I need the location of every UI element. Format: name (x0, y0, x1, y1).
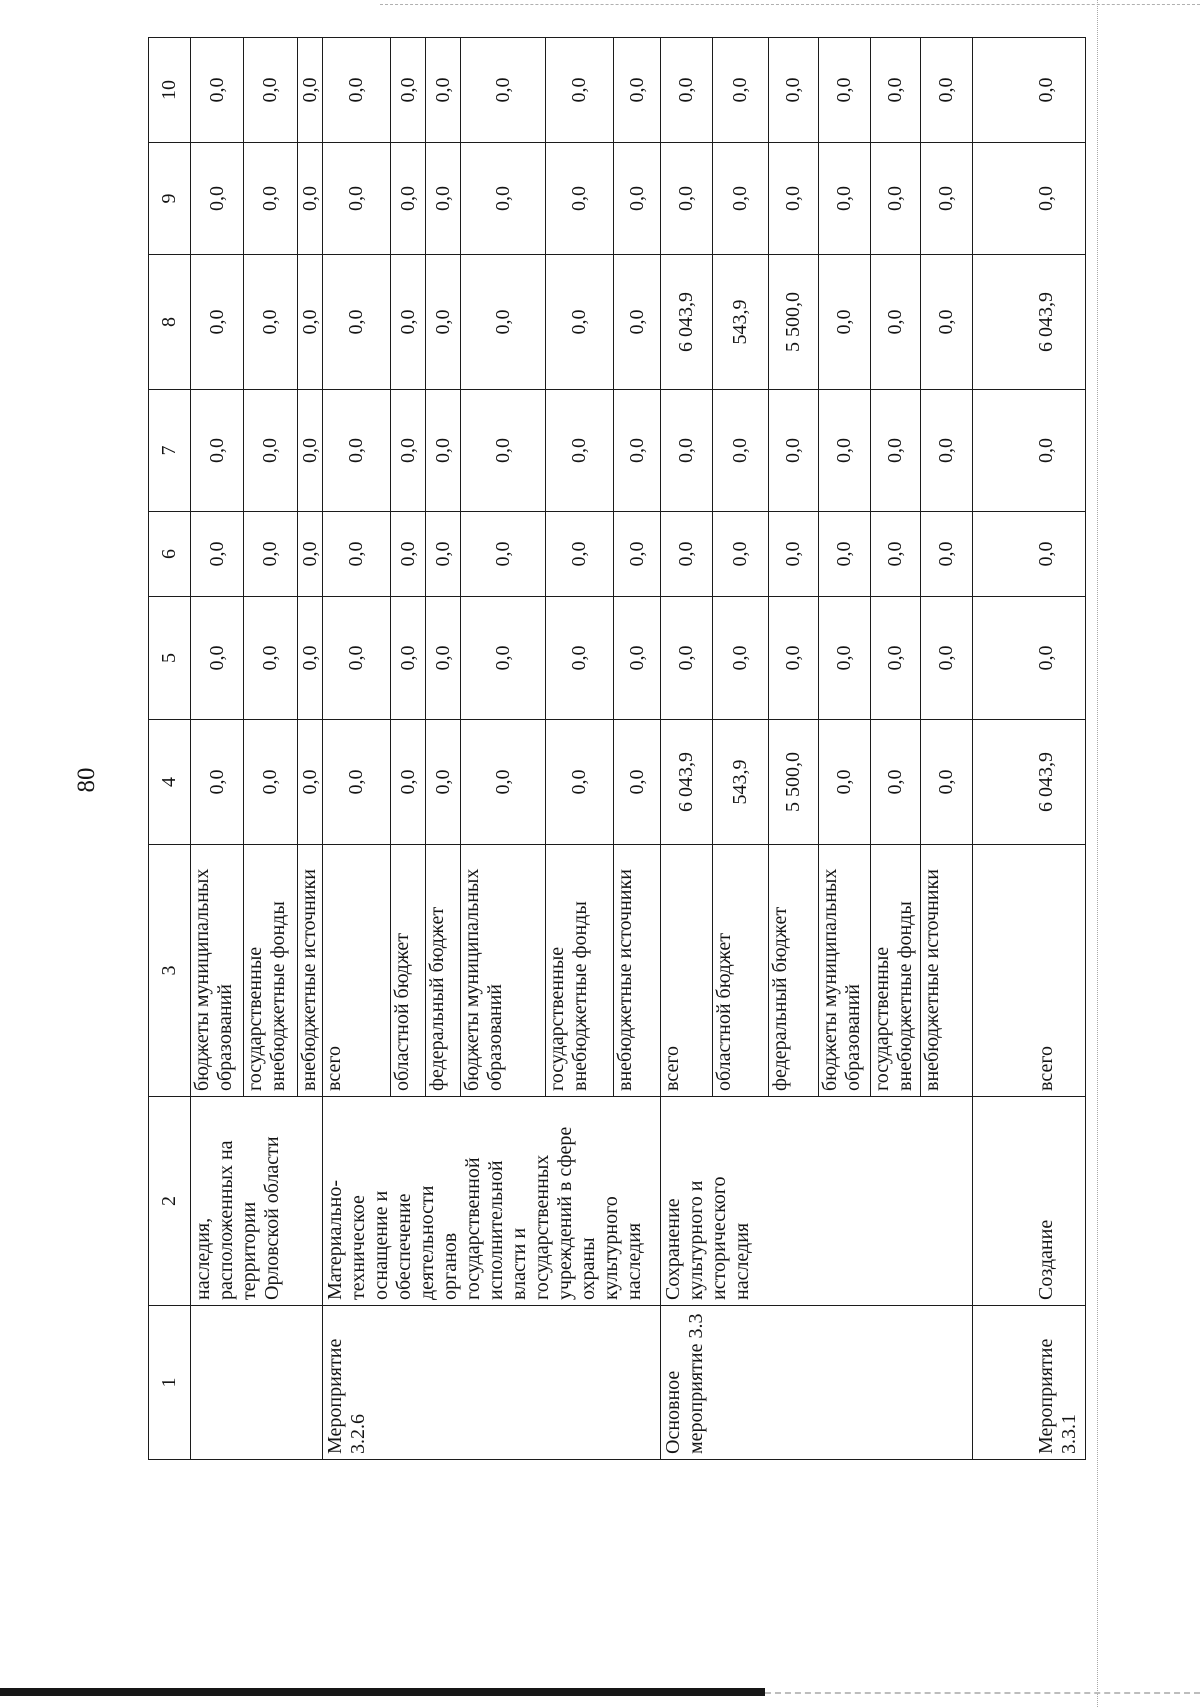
value-cell: 0,0 (871, 143, 921, 255)
value-cell: 0,0 (871, 512, 921, 597)
funding-source-cell: внебюджетные источники (921, 845, 973, 1097)
value-cell: 0,0 (819, 38, 871, 143)
value-cell: 0,0 (391, 597, 426, 720)
value-cell: 0,0 (244, 143, 298, 255)
funding-source-cell: бюджеты муниципальных образований (191, 845, 244, 1097)
value-cell: 0,0 (298, 143, 323, 255)
value-cell: 0,0 (298, 390, 323, 512)
value-cell: 0,0 (973, 390, 1086, 512)
value-cell: 0,0 (819, 597, 871, 720)
value-cell: 0,0 (713, 390, 769, 512)
funding-source-cell: бюджеты муниципальных образований (461, 845, 546, 1097)
funding-source-cell: государственные внебюджетные фонды (244, 845, 298, 1097)
value-cell: 0,0 (461, 390, 546, 512)
funding-source-cell: государственные внебюджетные фонды (871, 845, 921, 1097)
value-cell: 0,0 (769, 512, 819, 597)
value-cell: 0,0 (871, 720, 921, 845)
value-cell: 0,0 (614, 720, 661, 845)
value-cell: 0,0 (819, 512, 871, 597)
value-cell: 0,0 (973, 597, 1086, 720)
value-cell: 0,0 (461, 512, 546, 597)
column-number-7: 7 (149, 390, 191, 512)
value-cell: 6 043,9 (973, 720, 1086, 845)
value-cell: 543,9 (713, 720, 769, 845)
value-cell: 6 043,9 (973, 255, 1086, 390)
value-cell: 0,0 (661, 597, 713, 720)
value-cell: 0,0 (298, 720, 323, 845)
value-cell: 0,0 (661, 512, 713, 597)
value-cell: 0,0 (323, 597, 391, 720)
value-cell: 0,0 (871, 255, 921, 390)
value-cell: 0,0 (391, 720, 426, 845)
event-name-cell: Сохранение культурного и исторического наследия (661, 1097, 973, 1306)
funding-table (148, 37, 1086, 1460)
value-cell: 0,0 (546, 143, 614, 255)
value-cell: 0,0 (921, 255, 973, 390)
value-cell: 0,0 (426, 390, 461, 512)
value-cell: 0,0 (546, 38, 614, 143)
value-cell: 0,0 (614, 390, 661, 512)
funding-source-cell: всего (661, 845, 713, 1097)
event-code-cell (191, 1306, 323, 1460)
value-cell: 0,0 (323, 255, 391, 390)
value-cell: 0,0 (191, 512, 244, 597)
value-cell: 0,0 (244, 597, 298, 720)
funding-source-cell: внебюджетные источники (298, 845, 323, 1097)
funding-source-cell: федеральный бюджет (426, 845, 461, 1097)
value-cell: 0,0 (426, 255, 461, 390)
value-cell: 0,0 (614, 512, 661, 597)
value-cell: 0,0 (713, 597, 769, 720)
event-name-cell: Материально- техническое оснащение и обеспечение деятельности органов государственной исполнительной власти и государственных учреждений в сфере охраны культурного наследия (323, 1097, 661, 1306)
value-cell: 0,0 (323, 143, 391, 255)
funding-source-cell: федеральный бюджет (769, 845, 819, 1097)
scan-edge-bottom-line (765, 1692, 1200, 1694)
event-name-cell: Создание (973, 1097, 1086, 1306)
value-cell: 0,0 (921, 512, 973, 597)
table-row (973, 38, 1086, 1460)
value-cell: 0,0 (244, 720, 298, 845)
value-cell: 0,0 (546, 512, 614, 597)
value-cell: 0,0 (769, 390, 819, 512)
funding-source-cell: областной бюджет (391, 845, 426, 1097)
value-cell: 0,0 (426, 720, 461, 845)
value-cell: 0,0 (391, 512, 426, 597)
value-cell: 0,0 (191, 720, 244, 845)
event-name-cell: наследия, расположенных на территории Орловской области (191, 1097, 323, 1306)
value-cell: 0,0 (191, 255, 244, 390)
value-cell: 0,0 (298, 597, 323, 720)
value-cell: 0,0 (921, 143, 973, 255)
table-row (191, 38, 244, 1460)
value-cell: 0,0 (426, 512, 461, 597)
value-cell: 0,0 (461, 38, 546, 143)
value-cell: 0,0 (461, 720, 546, 845)
value-cell: 5 500,0 (769, 255, 819, 390)
funding-source-cell: государственные внебюджетные фонды (546, 845, 614, 1097)
value-cell: 0,0 (819, 143, 871, 255)
column-number-4: 4 (149, 720, 191, 845)
value-cell: 6 043,9 (661, 255, 713, 390)
column-number-2: 2 (149, 1097, 191, 1306)
value-cell: 0,0 (614, 38, 661, 143)
value-cell: 0,0 (871, 38, 921, 143)
value-cell: 0,0 (298, 38, 323, 143)
event-code-cell: Мероприятие 3.2.6 (323, 1306, 661, 1460)
value-cell: 0,0 (546, 720, 614, 845)
page-number: 80 (73, 767, 100, 793)
value-cell: 0,0 (244, 38, 298, 143)
value-cell: 0,0 (298, 255, 323, 390)
value-cell: 0,0 (921, 720, 973, 845)
value-cell: 0,0 (426, 597, 461, 720)
value-cell: 0,0 (871, 597, 921, 720)
event-code-cell: Мероприятие 3.3.1 (973, 1306, 1086, 1460)
funding-source-cell: внебюджетные источники (614, 845, 661, 1097)
value-cell: 0,0 (546, 390, 614, 512)
value-cell: 0,0 (244, 512, 298, 597)
value-cell: 0,0 (391, 38, 426, 143)
value-cell: 0,0 (323, 512, 391, 597)
value-cell: 0,0 (546, 255, 614, 390)
table-row (661, 38, 713, 1460)
table-body (149, 38, 1086, 1460)
value-cell: 0,0 (921, 390, 973, 512)
funding-source-cell: всего (973, 845, 1086, 1097)
value-cell: 0,0 (973, 38, 1086, 143)
value-cell: 0,0 (391, 390, 426, 512)
value-cell: 0,0 (661, 390, 713, 512)
value-cell: 0,0 (713, 143, 769, 255)
value-cell: 0,0 (769, 143, 819, 255)
value-cell: 0,0 (461, 143, 546, 255)
scan-edge-bottom-bar (0, 1688, 765, 1696)
value-cell: 0,0 (298, 512, 323, 597)
value-cell: 0,0 (461, 597, 546, 720)
column-number-1: 1 (149, 1306, 191, 1460)
value-cell: 0,0 (614, 255, 661, 390)
value-cell: 0,0 (973, 512, 1086, 597)
value-cell: 0,0 (614, 143, 661, 255)
table-row (323, 38, 391, 1460)
column-number-6: 6 (149, 512, 191, 597)
value-cell: 0,0 (819, 255, 871, 390)
value-cell: 0,0 (546, 597, 614, 720)
value-cell: 0,0 (819, 390, 871, 512)
value-cell: 5 500,0 (769, 720, 819, 845)
value-cell: 0,0 (713, 38, 769, 143)
value-cell: 0,0 (614, 597, 661, 720)
value-cell: 0,0 (921, 38, 973, 143)
value-cell: 0,0 (191, 597, 244, 720)
column-number-3: 3 (149, 845, 191, 1097)
value-cell: 0,0 (871, 390, 921, 512)
funding-source-cell: областной бюджет (713, 845, 769, 1097)
value-cell: 0,0 (713, 512, 769, 597)
header-row (149, 38, 191, 1460)
column-number-9: 9 (149, 143, 191, 255)
value-cell: 0,0 (461, 255, 546, 390)
value-cell: 0,0 (921, 597, 973, 720)
value-cell: 0,0 (244, 390, 298, 512)
column-number-5: 5 (149, 597, 191, 720)
value-cell: 0,0 (323, 38, 391, 143)
funding-source-cell: всего (323, 845, 391, 1097)
value-cell: 0,0 (769, 597, 819, 720)
value-cell: 0,0 (391, 143, 426, 255)
funding-source-cell: бюджеты муниципальных образований (819, 845, 871, 1097)
value-cell: 0,0 (426, 143, 461, 255)
value-cell: 0,0 (191, 38, 244, 143)
event-code-cell: Основное мероприятие 3.3 (661, 1306, 973, 1460)
value-cell: 0,0 (973, 143, 1086, 255)
value-cell: 0,0 (191, 143, 244, 255)
value-cell: 0,0 (191, 390, 244, 512)
value-cell: 0,0 (661, 38, 713, 143)
value-cell: 0,0 (323, 390, 391, 512)
value-cell: 0,0 (769, 38, 819, 143)
value-cell: 0,0 (819, 720, 871, 845)
value-cell: 0,0 (661, 143, 713, 255)
value-cell: 543,9 (713, 255, 769, 390)
value-cell: 0,0 (323, 720, 391, 845)
value-cell: 6 043,9 (661, 720, 713, 845)
column-number-10: 10 (149, 38, 191, 143)
value-cell: 0,0 (391, 255, 426, 390)
value-cell: 0,0 (426, 38, 461, 143)
column-number-8: 8 (149, 255, 191, 390)
value-cell: 0,0 (244, 255, 298, 390)
